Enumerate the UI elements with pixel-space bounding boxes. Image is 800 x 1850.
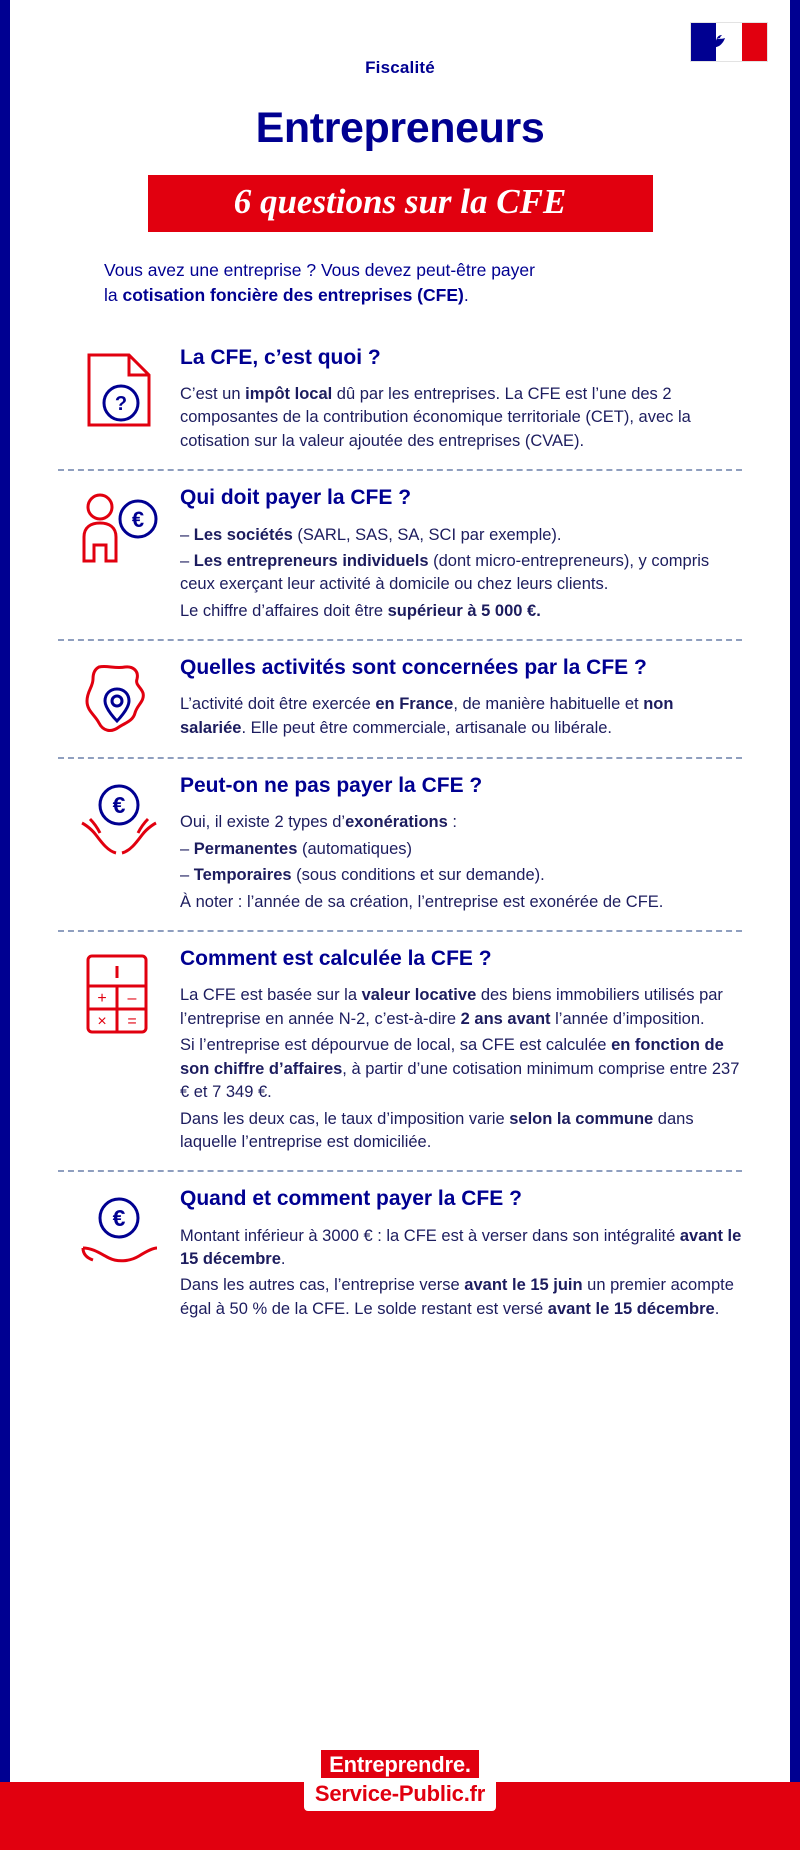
content [10,58,790,1337]
icon-column [58,655,180,741]
text-column [180,485,742,623]
intro-line-1: Vous avez une entreprise ? Vous devez peut-être payer [104,260,535,280]
icon-column [58,485,180,569]
svg-text:€: € [112,1205,126,1232]
question-item [58,641,742,757]
left-blue-rail [0,0,10,1850]
question-paragraph: – Permanentes (automatiques) [180,839,413,858]
svg-text:?: ? [114,392,128,415]
question-heading: La CFE, c’est quoi ? [180,345,381,369]
question-paragraph: À noter : l’année de sa création, l’entreprise est exonérée de CFE. [180,892,664,911]
person-euro-icon [76,491,162,569]
svg-text:€: € [112,792,126,819]
logo-line-2: Service-Public.fr [305,1779,495,1810]
question-item [58,331,742,470]
question-paragraph: – Les sociétés (SARL, SAS, SA, SCI par exemple). [180,525,562,544]
subtitle-banner: 6 questions sur la CFE [148,175,653,232]
question-paragraph: Le chiffre d’affaires doit être supérieur à 5 000 €. [180,601,541,620]
question-paragraph: Dans les autres cas, l’entreprise verse avant le 15 juin un premier acompte égal à 50 % de la CFE. Le solde restant est versé avant le 15 décembre. [180,1276,734,1318]
question-heading: Quelles activités sont concernées par la CFE ? [180,656,647,680]
flag-white-band [716,23,741,61]
french-flag-logo [690,22,768,62]
footer-logo[interactable] [0,1750,800,1810]
intro-text [58,258,742,309]
svg-text:×: × [97,1013,107,1031]
hand-euro-icon [77,1192,161,1272]
question-paragraph: – Temporaires (sous conditions et sur demande). [180,866,545,885]
question-paragraph: La CFE est basée sur la valeur locative des biens immobiliers utilisés par l’entreprise en année N-2, c’est-à-dire 2 ans avant l’année d’imposition. [180,986,723,1028]
question-item [58,759,742,930]
text-column [180,946,742,1154]
logo-line-1: Entreprendre. [321,1750,479,1781]
question-paragraph: Si l’entreprise est dépourvue de local, sa CFE est calculée en fonction de son chiffre d’affaires, à partir d’une cotisation minimum comprise entre 237 € et 7 349 €. [180,1036,740,1102]
calculator-icon [82,952,156,1036]
question-paragraph: C’est un impôt local dû par les entreprises. La CFE est l’une des 2 composantes de la contribution économique territoriale (CET), avec la cotisation sur la valeur ajoutée des entreprises (CVAE). [180,385,691,450]
intro-line-2-prefix: la [104,285,123,306]
question-heading: Qui doit payer la CFE ? [180,486,412,510]
icon-column [58,773,180,861]
entreprendre-service-public-logo[interactable] [305,1750,495,1810]
france-map-pin-icon [77,661,161,741]
question-heading: Peut-on ne pas payer la CFE ? [180,774,483,798]
svg-text:=: = [127,1013,137,1031]
intro-line-2-bold: cotisation foncière des entreprises (CFE) [122,285,464,306]
intro-line-2-suffix: . [463,285,469,306]
icon-column [58,946,180,1036]
text-column [180,655,742,740]
icon-column [58,345,180,429]
question-paragraph: – Les entrepreneurs individuels (dont micro-entrepreneurs), y compris ceux exerçant leur activité à domicile ou chez leurs clients. [180,551,710,594]
svg-text:–: – [127,990,137,1008]
hands-euro-icon [76,779,162,861]
question-item [58,471,742,639]
svg-text:€: € [131,507,145,533]
document-question-icon [85,351,153,429]
right-blue-rail [790,0,800,1850]
eyebrow-label: Fiscalité [365,58,435,77]
question-list [58,331,742,1338]
question-paragraph: L’activité doit être exercée en France, de manière habituelle et non salariée. Elle peut être commerciale, artisanale ou libérale. [180,695,674,737]
flag-red-band [742,23,767,61]
marianne-icon [707,30,733,56]
svg-text:+: + [97,990,107,1008]
question-paragraph: Dans les deux cas, le taux d’imposition varie selon la commune dans laquelle l’entreprise est domiciliée. [180,1109,694,1151]
sheet [10,0,790,1850]
text-column [180,345,742,454]
question-paragraph: Montant inférieur à 3000 € : la CFE est à verser dans son intégralité avant le 15 décembre. [180,1226,742,1269]
page-title: Entrepreneurs [255,104,545,152]
question-item [58,1172,742,1337]
icon-column [58,1186,180,1272]
text-column [180,773,742,914]
question-heading: Quand et comment payer la CFE ? [180,1187,522,1211]
question-paragraph: Oui, il existe 2 types d’exonérations : [180,813,457,832]
question-item [58,932,742,1170]
question-heading: Comment est calculée la CFE ? [180,947,492,971]
text-column [180,1186,742,1321]
